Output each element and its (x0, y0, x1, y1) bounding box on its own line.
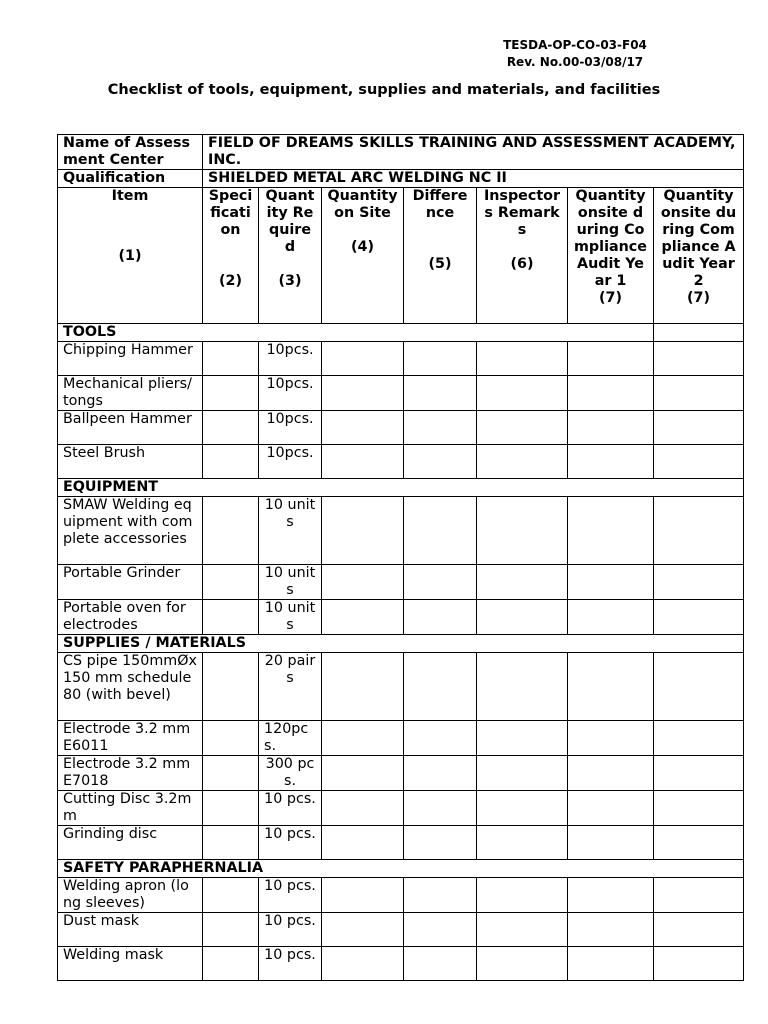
header-spec (203, 188, 259, 324)
qty-on-site-cell (322, 791, 404, 826)
header-qty-on-site-number: (4) (350, 239, 375, 255)
remarks-cell (477, 411, 568, 445)
remarks-cell (477, 653, 568, 721)
table-row (58, 947, 744, 981)
header-year2 (654, 188, 744, 324)
difference-cell (404, 342, 477, 376)
qualification-row (58, 170, 744, 188)
center-value: FIELD OF DREAMS SKILLS TRAINING AND ASSESSMENT ACADEMY, INC. (203, 135, 744, 170)
year1-cell (568, 445, 654, 479)
year2-cell (654, 756, 744, 791)
difference-cell (404, 497, 477, 565)
difference-cell (404, 826, 477, 860)
header-year2-label: Quantity onsite during Compliance Audit Year 2 (660, 188, 737, 289)
header-qty-required-label: Quantity Required (265, 188, 315, 255)
header-qty-on-site (322, 188, 404, 324)
spec-cell (203, 445, 259, 479)
spec-cell (203, 947, 259, 981)
section-title: SAFETY PARAPHERNALIA (58, 860, 744, 878)
section-safety (58, 860, 744, 878)
table-row (58, 497, 744, 565)
difference-cell (404, 411, 477, 445)
qty-on-site-cell (322, 600, 404, 635)
qty-on-site-cell (322, 721, 404, 756)
remarks-cell (477, 445, 568, 479)
section-equipment (58, 479, 744, 497)
table-row (58, 878, 744, 913)
year1-cell (568, 826, 654, 860)
item-name: Portable oven for electrodes (58, 600, 203, 635)
remarks-cell (477, 721, 568, 756)
center-row (58, 135, 744, 170)
table-row (58, 342, 744, 376)
table-row (58, 756, 744, 791)
year2-cell (654, 342, 744, 376)
year1-cell (568, 653, 654, 721)
year2-cell (654, 826, 744, 860)
table-row (58, 653, 744, 721)
qty-on-site-cell (322, 445, 404, 479)
header-year1 (568, 188, 654, 324)
qty-required: 10pcs. (259, 342, 322, 376)
qty-on-site-cell (322, 756, 404, 791)
header-difference-number: (5) (428, 256, 452, 272)
qty-required: 10pcs. (259, 445, 322, 479)
item-name: SMAW Welding equipment with complete accessories (58, 497, 203, 565)
year2-cell (654, 878, 744, 913)
difference-cell (404, 947, 477, 981)
item-name: Welding mask (58, 947, 203, 981)
difference-cell (404, 878, 477, 913)
spec-cell (203, 913, 259, 947)
qty-on-site-cell (322, 653, 404, 721)
qty-on-site-cell (322, 826, 404, 860)
header-difference-label: Difference (412, 188, 468, 221)
header-difference (404, 188, 477, 324)
header-qty-required-number: (3) (278, 273, 302, 289)
year2-cell (654, 600, 744, 635)
qty-required: 10pcs. (259, 376, 322, 411)
remarks-cell (477, 756, 568, 791)
qualification-label: Qualification (58, 170, 203, 188)
qty-required: 10 units (259, 600, 322, 635)
qty-required: 300 pcs. (259, 756, 322, 791)
difference-cell (404, 791, 477, 826)
checklist-table (57, 134, 744, 981)
year2-cell (654, 411, 744, 445)
table-row (58, 600, 744, 635)
spec-cell (203, 565, 259, 600)
year1-cell (568, 376, 654, 411)
qty-on-site-cell (322, 913, 404, 947)
qty-required: 10 units (259, 497, 322, 565)
year1-cell (568, 411, 654, 445)
remarks-cell (477, 878, 568, 913)
year2-cell (654, 653, 744, 721)
item-name: Chipping Hammer (58, 342, 203, 376)
difference-cell (404, 721, 477, 756)
document-reference (480, 37, 670, 71)
qty-on-site-cell (322, 878, 404, 913)
header-item (58, 188, 203, 324)
qty-required: 10 pcs. (259, 947, 322, 981)
difference-cell (404, 565, 477, 600)
qualification-value: SHIELDED METAL ARC WELDING NC II (203, 170, 744, 188)
section-title: EQUIPMENT (58, 479, 744, 497)
header-row (58, 188, 744, 324)
year2-cell (654, 947, 744, 981)
item-name: Electrode 3.2 mm E6011 (58, 721, 203, 756)
difference-cell (404, 600, 477, 635)
year1-cell (568, 565, 654, 600)
year2-cell (654, 565, 744, 600)
qty-required: 20 pairs (259, 653, 322, 721)
year1-cell (568, 878, 654, 913)
header-item-number: (1) (118, 248, 142, 264)
qty-on-site-cell (322, 565, 404, 600)
year1-cell (568, 721, 654, 756)
difference-cell (404, 913, 477, 947)
table-row (58, 411, 744, 445)
item-name: Portable Grinder (58, 565, 203, 600)
spec-cell (203, 826, 259, 860)
year1-cell (568, 947, 654, 981)
year2-cell (654, 721, 744, 756)
remarks-cell (477, 497, 568, 565)
remarks-cell (477, 342, 568, 376)
qty-required: 10 pcs. (259, 878, 322, 913)
header-qty-required (259, 188, 322, 324)
spec-cell (203, 791, 259, 826)
year2-cell (654, 445, 744, 479)
item-name: Dust mask (58, 913, 203, 947)
header-spec-number: (2) (218, 273, 243, 289)
item-name: CS pipe 150mmØx 150 mm schedule 80 (with bevel) (58, 653, 203, 721)
year2-cell (654, 913, 744, 947)
difference-cell (404, 756, 477, 791)
item-name: Mechanical pliers/ tongs (58, 376, 203, 411)
qty-on-site-cell (322, 376, 404, 411)
remarks-cell (477, 791, 568, 826)
qty-on-site-cell (322, 947, 404, 981)
header-remarks-number: (6) (510, 256, 534, 272)
spec-cell (203, 653, 259, 721)
section-title: TOOLS (58, 324, 654, 342)
header-year2-number: (7) (687, 290, 711, 306)
section-supplies (58, 635, 744, 653)
difference-cell (404, 653, 477, 721)
year2-cell (654, 497, 744, 565)
item-name: Welding apron (long sleeves) (58, 878, 203, 913)
remarks-cell (477, 600, 568, 635)
qty-required: 10 units (259, 565, 322, 600)
year2-cell (654, 791, 744, 826)
year1-cell (568, 600, 654, 635)
year1-cell (568, 913, 654, 947)
qty-required: 10 pcs. (259, 791, 322, 826)
header-item-label: Item (111, 188, 149, 204)
year1-cell (568, 756, 654, 791)
item-name: Steel Brush (58, 445, 203, 479)
qty-required: 120pcs. (259, 721, 322, 756)
qty-required: 10 pcs. (259, 826, 322, 860)
spec-cell (203, 411, 259, 445)
year1-cell (568, 497, 654, 565)
item-name: Electrode 3.2 mm E7018 (58, 756, 203, 791)
document-code: TESDA-OP-CO-03-F04 (503, 38, 647, 52)
spec-cell (203, 878, 259, 913)
table-row (58, 445, 744, 479)
spec-cell (203, 376, 259, 411)
remarks-cell (477, 565, 568, 600)
remarks-cell (477, 376, 568, 411)
difference-cell (404, 445, 477, 479)
qty-on-site-cell (322, 342, 404, 376)
section-title: SUPPLIES / MATERIALS (58, 635, 744, 653)
header-year1-label: Quantity onsite during Compliance Audit Year 1 (574, 188, 647, 289)
item-name: Cutting Disc 3.2mm (58, 791, 203, 826)
spec-cell (203, 756, 259, 791)
header-remarks (477, 188, 568, 324)
empty-cell (654, 324, 744, 342)
year1-cell (568, 342, 654, 376)
table-row (58, 376, 744, 411)
table-row (58, 791, 744, 826)
revision-number: Rev. No.00-03/08/17 (506, 55, 644, 69)
spec-cell (203, 497, 259, 565)
table-row (58, 913, 744, 947)
qty-on-site-cell (322, 411, 404, 445)
table-row (58, 826, 744, 860)
qty-on-site-cell (322, 497, 404, 565)
remarks-cell (477, 826, 568, 860)
qty-required: 10pcs. (259, 411, 322, 445)
year2-cell (654, 376, 744, 411)
page-title: Checklist of tools, equipment, supplies and materials, and facilities (107, 82, 661, 98)
table-row (58, 721, 744, 756)
spec-cell (203, 342, 259, 376)
header-remarks-label: Inspectors Remarks (483, 188, 561, 238)
center-label: Name of Assessment Center (58, 135, 203, 170)
spec-cell (203, 721, 259, 756)
table-row (58, 565, 744, 600)
remarks-cell (477, 913, 568, 947)
difference-cell (404, 376, 477, 411)
spec-cell (203, 600, 259, 635)
item-name: Ballpeen Hammer (58, 411, 203, 445)
header-spec-label: Specification (208, 188, 253, 238)
header-year1-number: (7) (598, 290, 623, 306)
qty-required: 10 pcs. (259, 913, 322, 947)
remarks-cell (477, 947, 568, 981)
year1-cell (568, 791, 654, 826)
header-qty-on-site-label: Quantity on Site (327, 188, 398, 221)
section-tools (58, 324, 744, 342)
item-name: Grinding disc (58, 826, 203, 860)
